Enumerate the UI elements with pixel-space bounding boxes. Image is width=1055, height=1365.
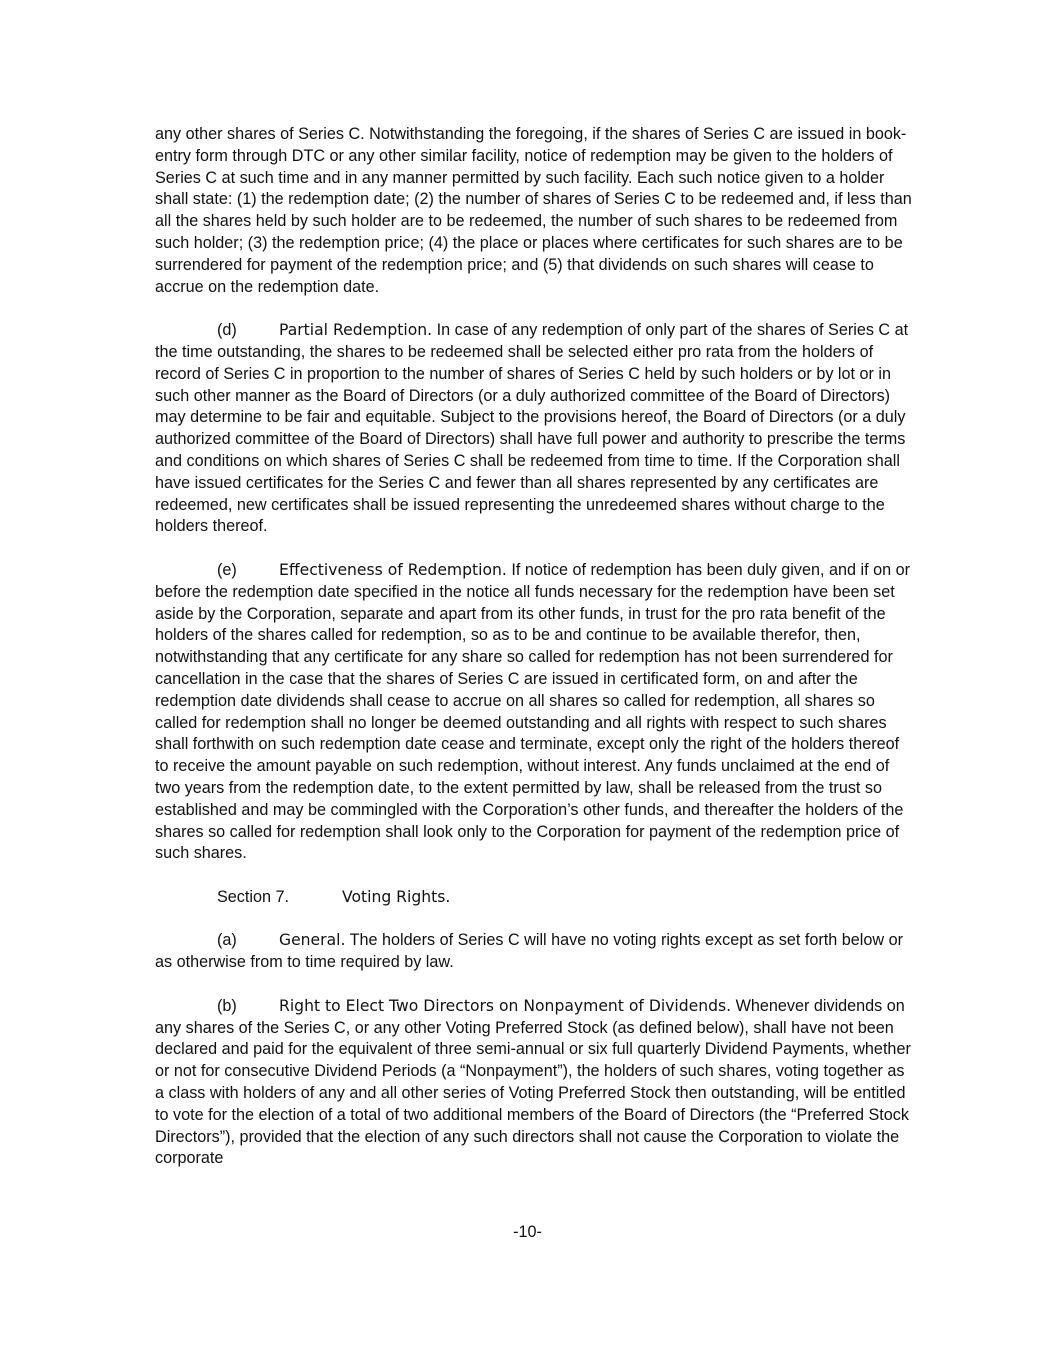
section-label: Section 7. <box>217 887 289 906</box>
paragraph-text: any other shares of Series C. Notwithstanding the foregoing, if the shares of Series C are issued in book-entry form through DTC or any other similar facility, notice of redemption may be given to the holders of Series C at such time and in any manner permitted by such facility. Each such notice given to a holder shall state: (1) the redemption date; (2) the number of shares of Series C to be redeemed and, if less than all the shares held by such holder are to be redeemed, the number of such shares to be redeemed from such holder; (3) the redemption price; (4) the place or places where certificates for such shares are to be surrendered for payment of the redemption price; and (5) that dividends on such shares will cease to accrue on the redemption date. <box>155 125 912 296</box>
page-number: -10- <box>513 1223 542 1241</box>
clause-marker: (e) <box>217 560 237 579</box>
paragraph-partial-redemption <box>155 320 915 538</box>
clause-marker: (b) <box>217 996 237 1015</box>
paragraph-redemption-notice <box>155 124 915 298</box>
clause-heading: Right to Elect Two Directors on Nonpayment of Dividends. <box>279 996 732 1015</box>
clause-heading: General. <box>279 931 346 950</box>
clause-heading: Partial Redemption. <box>279 321 433 340</box>
paragraph-text: The holders of Series C will have no voting rights except as set forth below or as otherwise from to time required by law. <box>155 931 903 972</box>
clause-heading: Effectiveness of Redemption. <box>279 560 507 579</box>
paragraph-effectiveness-of-redemption <box>155 560 915 865</box>
clause-marker: (a) <box>217 931 237 950</box>
section-heading-voting-rights <box>155 887 915 909</box>
section-title: Voting Rights. <box>342 887 451 906</box>
paragraph-text: Whenever dividends on any shares of the Series C, or any other Voting Preferred Stock (as defined below), shall have not been declared and paid for the equivalent of three semi-annual or six full quarterly Dividend Payments, whether or not for consecutive Dividend Periods (a “Nonpayment”), the holders of such shares, voting together as a class with holders of any and all other series of Voting Preferred Stock then outstanding, will be entitled to vote for the election of a total of two additional members of the Board of Directors (the “Preferred Stock Directors”), provided that the election of any such directors shall not cause the Corporation to violate the corporate <box>155 996 911 1168</box>
clause-marker: (d) <box>217 321 237 340</box>
document-body <box>155 124 915 1192</box>
paragraph-general <box>155 930 915 974</box>
paragraph-text: If notice of redemption has been duly given, and if on or before the redemption date specified in the notice all funds necessary for the redemption have been set aside by the Corporation, separate and apart from its other funds, in trust for the pro rata benefit of the holders of the shares called for redemption, so as to be and continue to be available therefor, then, notwithstanding that any certificate for any share so called for redemption has not been surrendered for cancellation in the case that the shares of Series C are issued in certificated form, on and after the redemption date dividends shall cease to accrue on all shares so called for redemption, all shares so called for redemption shall no longer be deemed outstanding and all rights with respect to such shares shall forthwith on such redemption date cease and terminate, except only the right of the holders thereof to receive the amount payable on such redemption, without interest. Any funds unclaimed at the end of two years from the redemption date, to the extent permitted by law, shall be released from the trust so established and may be commingled with the Corporation’s other funds, and thereafter the holders of the shares so called for redemption shall look only to the Corporation for payment of the redemption price of such shares. <box>155 560 910 863</box>
paragraph-right-to-elect-directors <box>155 996 915 1170</box>
paragraph-text: In case of any redemption of only part of the shares of Series C at the time outstanding, the shares to be redeemed shall be selected either pro rata from the holders of record of Series C in proportion to the number of shares of Series C held by such holders or by lot or in such other manner as the Board of Directors (or a duly authorized committee of the Board of Directors) may determine to be fair and equitable. Subject to the provisions hereof, the Board of Directors (or a duly authorized committee of the Board of Directors) shall have full power and authority to prescribe the terms and conditions on which shares of Series C shall be redeemed from time to time. If the Corporation shall have issued certificates for the Series C and fewer than all shares represented by any certificates are redeemed, new certificates shall be issued representing the unredeemed shares without charge to the holders thereof. <box>155 321 909 536</box>
